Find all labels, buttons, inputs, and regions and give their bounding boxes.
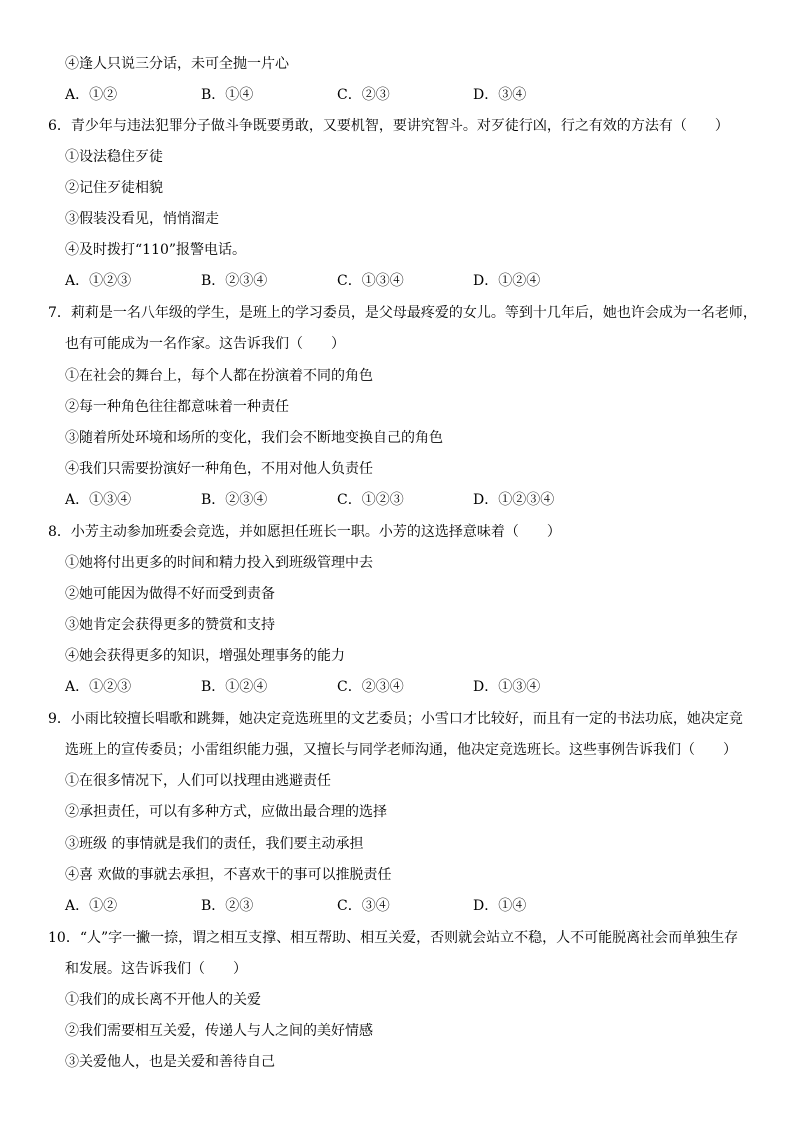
q10-item-3: ③关爱他人，也是关爱和善待自己 <box>65 1054 275 1070</box>
q6-item-1: ①设法稳住歹徒 <box>65 149 163 165</box>
q7-item-3: ③随着所处环境和场所的变化，我们会不断地变换自己的角色 <box>65 430 443 446</box>
q9-option-b[interactable]: B．②③ <box>201 898 254 914</box>
q5-option-a[interactable]: A．①② <box>65 87 118 103</box>
q8-option-d[interactable]: D．①③④ <box>473 679 541 695</box>
q6-item-3: ③假装没看见，悄悄溜走 <box>65 211 219 227</box>
q8-item-2: ②她可能因为做得不好而受到责备 <box>65 586 275 602</box>
q7-option-b[interactable]: B．②③④ <box>201 492 268 508</box>
q5-options <box>65 85 754 105</box>
q6-option-a[interactable]: A．①②③ <box>65 273 132 289</box>
q7-option-d[interactable]: D．①②③④ <box>473 492 555 508</box>
q9-options <box>65 896 754 916</box>
q7-item-2: ②每一种角色往往都意味着一种责任 <box>65 399 289 415</box>
q9-item-1: ①在很多情况下，人们可以找理由逃避责任 <box>65 773 331 789</box>
q9-item-4: ④喜 欢做的事就去承担，不喜欢干的事可以推脱责任 <box>65 867 392 883</box>
q5-option-c[interactable]: C．②③ <box>337 87 390 103</box>
q9-item-3: ③班级 的事情就是我们的责任，我们要主动承担 <box>65 836 364 852</box>
q6-options <box>65 271 754 291</box>
q9-stem-line-2: 选班上的宣传委员；小雷组织能力强，又擅长与同学老师沟通，他决定竞选班长。这些事例告诉我们（ ） <box>65 742 737 758</box>
q9-item-2: ②承担责任，可以有多种方式，应做出最合理的选择 <box>65 804 387 820</box>
q10-item-1: ①我们的成长离不开他人的关爱 <box>65 992 261 1008</box>
q6-option-b[interactable]: B．②③④ <box>201 273 268 289</box>
q6-option-c[interactable]: C．①③④ <box>337 273 404 289</box>
q8-option-a[interactable]: A．①②③ <box>65 679 132 695</box>
q7-stem-line-2: 也有可能成为一名作家。这告诉我们（ ） <box>65 336 345 352</box>
q6-stem: 6．青少年与违法犯罪分子做斗争既要勇敢，又要机智，要讲究智斗。对歹徒行凶，行之有效的方法有（ ） <box>48 118 729 134</box>
q7-option-c[interactable]: C．①②③ <box>337 492 404 508</box>
q7-item-4: ④我们只需要扮演好一种角色，不用对他人负责任 <box>65 461 373 477</box>
q8-option-b[interactable]: B．①②④ <box>201 679 268 695</box>
q5-option-b[interactable]: B．①④ <box>201 87 254 103</box>
q7-stem-line-1: 7．莉莉是一名八年级的学生，是班上的学习委员，是父母最疼爱的女儿。等到十几年后，她也许会成为一名老师， <box>48 305 757 321</box>
q5-option-d[interactable]: D．③④ <box>473 87 527 103</box>
q9-option-d[interactable]: D．①④ <box>473 898 527 914</box>
q8-option-c[interactable]: C．②③④ <box>337 679 404 695</box>
q8-item-4: ④她会获得更多的知识，增强处理事务的能力 <box>65 648 345 664</box>
q7-option-a[interactable]: A．①③④ <box>65 492 132 508</box>
q9-stem-line-1: 9．小雨比较擅长唱歌和跳舞，她决定竞选班里的文艺委员；小雪口才比较好，而且有一定的书法功底，她决定竞 <box>48 711 743 727</box>
q5-item-4: ④逢人只说三分话，未可全抛一片心 <box>65 56 289 72</box>
q10-item-2: ②我们需要相互关爱，传递人与人之间的美好情感 <box>65 1023 373 1039</box>
q8-options <box>65 677 754 697</box>
q10-stem-line-2: 和发展。这告诉我们（ ） <box>65 961 247 977</box>
q9-option-a[interactable]: A．①② <box>65 898 118 914</box>
q10-stem-line-1: 10．“人”字一撇一捺，谓之相互支撑、相互帮助、相互关爱，否则就会站立不稳，人不可能脱离社会而单独生存 <box>48 930 739 946</box>
q6-item-2: ②记住歹徒相貌 <box>65 180 163 196</box>
q6-option-d[interactable]: D．①②④ <box>473 273 541 289</box>
q6-item-4: ④及时拨打“110”报警电话。 <box>65 242 247 258</box>
q7-item-1: ①在社会的舞台上，每个人都在扮演着不同的角色 <box>65 368 373 384</box>
q8-item-3: ③她肯定会获得更多的赞赏和支持 <box>65 617 275 633</box>
q9-option-c[interactable]: C．③④ <box>337 898 390 914</box>
q7-options <box>65 490 754 510</box>
q8-stem: 8．小芳主动参加班委会竞选，并如愿担任班长一职。小芳的这选择意味着（ ） <box>48 524 561 540</box>
q8-item-1: ①她将付出更多的时间和精力投入到班级管理中去 <box>65 555 373 571</box>
